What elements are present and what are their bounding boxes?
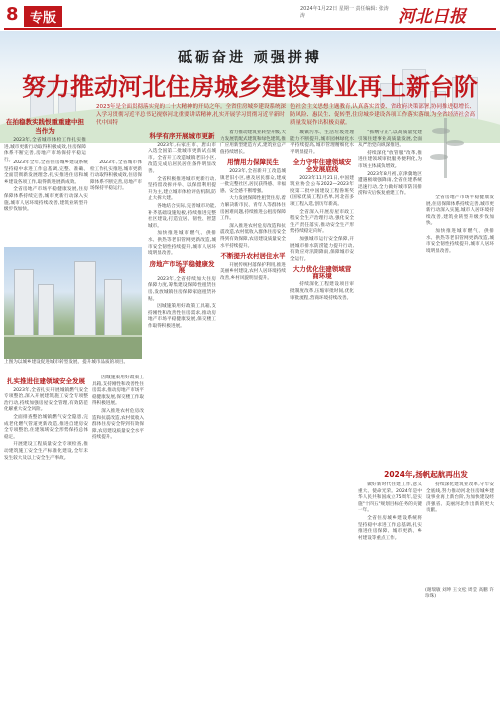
paragraph: 全省住房城乡建设系统将坚持稳中求进工作总基调,扎实推进住房保障、城市更新、乡村建设等重点工作。 [358, 515, 422, 541]
paragraph: 持续深化建筑业改革,守牢安全底线,努力推动河北住房城乡建设事业再上新台阶,为加快建设经济强省、美丽河北作出新的更大贡献。 [426, 482, 494, 514]
paragraph: 持续深化工程建设项目审批制度改革,压缩审批时间,优化审批流程,营商环境持续改善。 [290, 282, 354, 301]
paragraph: 2023年11月21日,中国建筑业协会公布2022—2023年度第二批中国建设工程鲁班奖(国家优质工程)名单,河北省多项工程入选,创历年新高。 [290, 175, 354, 207]
article-column-4 [290, 130, 354, 705]
article-column-2 [148, 130, 216, 705]
paragraph: 开展建设工程质量安全专项检查,推动建筑施工安全生产标准化建设,全年未发生较大及以上安全生产事故。 [4, 442, 88, 461]
paragraph: 各地结合实际,完善城市功能,补齐基础设施短板,持续推进完整社区建设,打造宜居、韧性、智慧城市。 [148, 203, 216, 229]
pull-quote [4, 118, 86, 164]
paragraph: 城镇污水、生活垃圾处理能力不断提升,城市园林绿化水平持续提高,城市管理精细化水平明显提升。 [290, 130, 354, 155]
photo-park [4, 335, 142, 359]
paragraph: 因城施策用好政策工具箱,支持刚性和改善性住房需求,推动房地产市场平稳健康发展,保交楼工作取得积极进展。 [92, 375, 144, 407]
section-subhead: 2024年,扬帆起航再出发 [384, 470, 468, 479]
paragraph: 深入推进农村危房改造和抗震改造,农村低收入群体住房安全得到有效保障,农房建设质量安全水平持续提升。 [92, 408, 144, 441]
paragraph: 全省深入开展房屋市政工程安全生产治理行动,强化安全生产责任落实,推动安全生产形势持续稳定向好。 [290, 209, 354, 235]
paragraph: 着力推动建筑业转型升级,大力发展装配式建筑和绿色建筑,推广应用新型建造方式,建筑业总产值持续增长。 [220, 130, 286, 155]
section-subhead: 科学有序开展城市更新 [149, 132, 215, 140]
paragraph: 2023年,全省扎实开展城镇燃气安全专项整治,深入开展建筑施工安全专项整治行动,持续加强房屋安全管理,有效防范化解重大安全风险。 [4, 387, 88, 413]
paragraph: 全省积极推进城市更新行动,坚持留改拆并举、以保留利用提升为主,建立城市体检评估机制,防止大拆大建。 [148, 176, 216, 202]
headline: 努力推动河北住房城乡建设事业再上新台阶 [22, 72, 478, 101]
paragraph: 因城施策用好政策工具箱,支持刚性和改善性住房需求,推动房地产市场平稳健康发展,保交楼工作取得积极进展。 [148, 304, 216, 330]
paragraph: 全省房地产市场平稳健康发展,住房保障体系持续完善,城市更新行动深入实施,城市人居环境持续改善,建筑业转型升级步伐加快。 [426, 195, 494, 227]
plant-leaf [430, 154, 448, 160]
article-column-5b [426, 195, 494, 465]
section-subhead: 房地产市场平稳健康发展 [149, 259, 215, 275]
paragraph: 2023年8月初,京津冀地区遭遇极端强降雨,全省住建系统迅速行动,全力做好城市防汛排涝和灾后恢复重建工作。 [358, 171, 422, 197]
paragraph: 2023年,全省城市体检工作扎实推进,城市更新行动取得积极成效,住房保障体系不断完善,房地产市场保持平稳运行。 [90, 160, 142, 192]
article-column-1c [90, 160, 142, 245]
paragraph: 持续深化"放管服"改革,推进住建领域审批服务便利化,为市场主体减负增效。 [358, 150, 422, 169]
dateline: 2024年1月22日 星期一 责任编辑: 张涛涛 [300, 6, 389, 19]
section-subhead: 扎实推进住建领域安全发展 [7, 377, 85, 385]
plant-stem [444, 118, 447, 178]
paragraph: 全省房地产市场平稳健康发展,住房保障体系持续完善,城市更新行动深入实施,城市人居环境持续改善,建筑业转型升级步伐加快。 [4, 187, 88, 213]
page-header [0, 0, 500, 30]
article-column-1a [4, 160, 88, 245]
paragraph: 2023年,全省新开工改造城镇老旧小区,惠及居民群众,建成一批完整社区,居民获得感、幸福感、安全感不断增强。 [220, 168, 286, 194]
pull-quote-title: 在拍稳教实践恨重重建中担当作为 [6, 118, 84, 135]
paragraph: 全面排查整治城镇燃气安全隐患,完成老化燃气管道更新改造,推进自建房安全专项整治,住建领域安全形势保持总体稳定。 [4, 414, 88, 440]
paragraph: 开展传统村落保护利用,推进美丽乡村建设,农村人居环境持续改善,乡村风貌明显提升。 [220, 262, 286, 281]
photo-building [104, 279, 122, 341]
lead-paragraph-left: 2023年是全面贯彻落实党的二十大精神的开局之年。全省住房城乡建设系统深入学习贯彻习近平总书记视察河北重要讲话精神,扎实开展学习贯彻习近平新时代中国特 [96, 104, 286, 126]
section-subhead: 全力守牢住建领域安全发展底线 [292, 158, 352, 173]
news-photo [4, 247, 142, 359]
section-label: 专版 [24, 6, 62, 27]
newspaper-logo: 河北日报 [398, 7, 466, 27]
article-column-1d [92, 375, 144, 705]
paragraph: "抓纲守正",以高质量党建引领住建事业高质量发展,全面从严治党向纵深推进。 [358, 130, 422, 149]
section-subhead: 用情用力保障民生 [227, 158, 279, 167]
photo-building [74, 261, 96, 341]
paragraph: 加快推进城市燃气、供排水、供热等老旧管网更新改造,城市安全韧性持续提升,城市人居环境明显改善。 [426, 228, 494, 254]
paragraph: 2023年全年,全省住房城乡建设系统坚持稳中求进工作总基调,完整、准确、全面贯彻新发展理念,扎实推进住房和城乡建设各项工作,取得新进展新成效。 [4, 160, 88, 185]
paragraph: 2023年,石家庄市、唐山市入选全国第二批城市更新试点城市。全省开工改造城镇老旧小区,改造完成后居民居住条件明显改善。 [148, 142, 216, 174]
photo-caption: 上图为以城乡建设促进城市转型发展、提升城市品质的项目。 [4, 360, 129, 365]
article-column-5d [426, 482, 494, 586]
page-number: 8 [6, 4, 19, 25]
article-column-5a [358, 130, 422, 465]
section-subhead: 大力优化住建领域营商环境 [292, 265, 352, 280]
article-column-1b [4, 375, 88, 705]
paragraph: 深入推进农村危房改造和抗震改造,农村低收入群体住房安全得到有效保障,农房建设质量安全水平持续提升。 [220, 223, 286, 249]
header-rule [4, 28, 496, 30]
pull-quote-body: 2023年,全省城市体检工作扎实推进,城市更新行动取得积极成效,住房保障体系不断完善,房地产市场保持平稳运行。 [4, 138, 86, 163]
byline: (谢瑞敏 刘坤 王文松 周莹 高鹏 许珍珠) [425, 588, 494, 600]
section-subhead: 不断提升农村居住水平 [220, 252, 286, 261]
article-column-5c [358, 482, 422, 704]
plant-leaf [432, 128, 450, 134]
paragraph: 大力发展保障性租赁住房,着力解决新市民、青年人等群体住房困难问题,持续推进公租房保障工作。 [220, 196, 286, 222]
lead-paragraph-right: 色社会主义思想主题教育,认真落实省委、省政府决策部署,协同推进稳增长、防风险、惠民生、促转型,住房城乡建设各项工作落实落细,为全省经济社会高质量发展作出积极贡献。 [290, 104, 475, 126]
article-column-3 [220, 130, 286, 705]
plant-leaf [446, 140, 464, 146]
decorative-plant-art [424, 118, 494, 188]
kicker-title: 砥砺奋进 顽强拼搏 [178, 50, 322, 66]
paragraph: 2023年,全省持续加大住房保障力度,筹集建设保障性租赁住房,发放城镇住房保障家庭租赁补贴。 [148, 276, 216, 302]
paragraph: 做好新时代住建工作,意义重大、使命光荣。2024年是中华人民共和国成立75周年,是实施"十四五"规划目标任务的关键一年。 [358, 482, 422, 514]
photo-building [38, 284, 54, 341]
photo-building [14, 269, 34, 341]
paragraph: 加快推进城市燃气、供排水、供热等老旧管网更新改造,城市安全韧性持续提升,城市人居环境明显改善。 [148, 231, 216, 257]
paragraph: 加强城市运行安全保障,开展城市排水防涝能力提升行动,有效应对汛期降雨,保障城市安全运行。 [290, 236, 354, 262]
